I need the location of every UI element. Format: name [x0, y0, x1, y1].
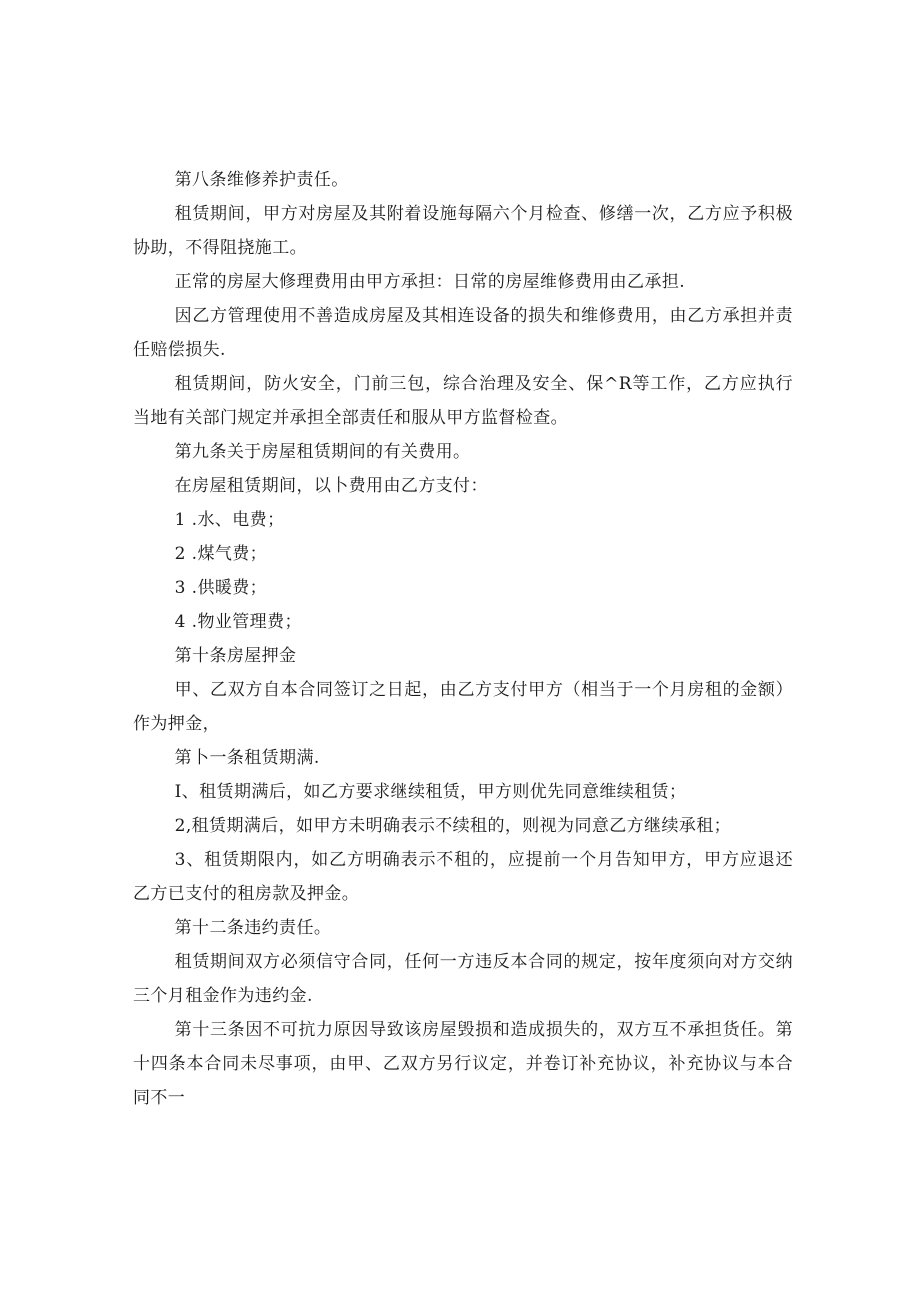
- list-item: 3 .供暖费；: [174, 578, 268, 598]
- article-9-heading: 第九条关于房屋租赁期间的有关费用。: [174, 442, 471, 462]
- paragraph: 因乙方管理使用不善造成房屋及其相连设备的损失和维修费用，由乙方承担并责任赔偿损失.: [133, 306, 793, 360]
- paragraph: 正常的房屋大修理费用由甲方承担：日常的房屋维修费用由乙承担.: [174, 272, 686, 292]
- list-item: 2,租赁期满后，如甲方未明确表示不续租的，则视为同意乙方继续承租；: [174, 816, 732, 836]
- article-8-heading: 第八条维修养护责任。: [174, 170, 349, 190]
- article-12-heading: 第十二条违约责任。: [174, 918, 332, 938]
- list-item: I、租赁期满后，如乙方要求继续租赁，甲方则优先同意维续租赁；: [174, 782, 687, 802]
- paragraph: 在房屋租赁期间，以卜费用由乙方支付：: [174, 476, 488, 496]
- paragraph: 甲、乙双方自本合同签订之日起，由乙方支付甲方（相当于一个月房租的金额）作为押金，: [133, 680, 793, 734]
- list-item: 3、租赁期限内，如乙方明确表示不租的，应提前一个月告知甲方，甲方应退还乙方已支付的租房款及押金。: [133, 850, 793, 904]
- list-item: 2 .煤气费；: [174, 544, 268, 564]
- list-item: 4 .物业管理费；: [174, 612, 302, 632]
- paragraph: 第十三条因不可抗力原因导致该房屋毁损和造成损失的，双方互不承担货任。第十四条本合同未尽事项，由甲、乙双方另行议定，并卷订补充协议，补充协议与本合同不一: [133, 1020, 793, 1108]
- paragraph: 租赁期间双方必须信守合同，任何一方违反本合同的规定，按年度须向对方交纳三个月租金作为违约金.: [133, 952, 793, 1006]
- paragraph: 租赁期间，防火安全，门前三包，综合治理及安全、保^R等工作，乙方应执行当地有关部门规定并承担全部责任和服从甲方监督检查。: [133, 374, 793, 428]
- list-item: 1 .水、电费；: [174, 510, 285, 530]
- article-11-heading: 第卜一条租赁期满.: [174, 748, 320, 768]
- article-10-heading: 第十条房屋押金: [174, 646, 297, 666]
- paragraph: 租赁期间，甲方对房屋及其附着设施每隔六个月检查、修缮一次，乙方应予积极协助，不得阻挠施工。: [133, 204, 793, 258]
- document-body: [133, 163, 793, 1115]
